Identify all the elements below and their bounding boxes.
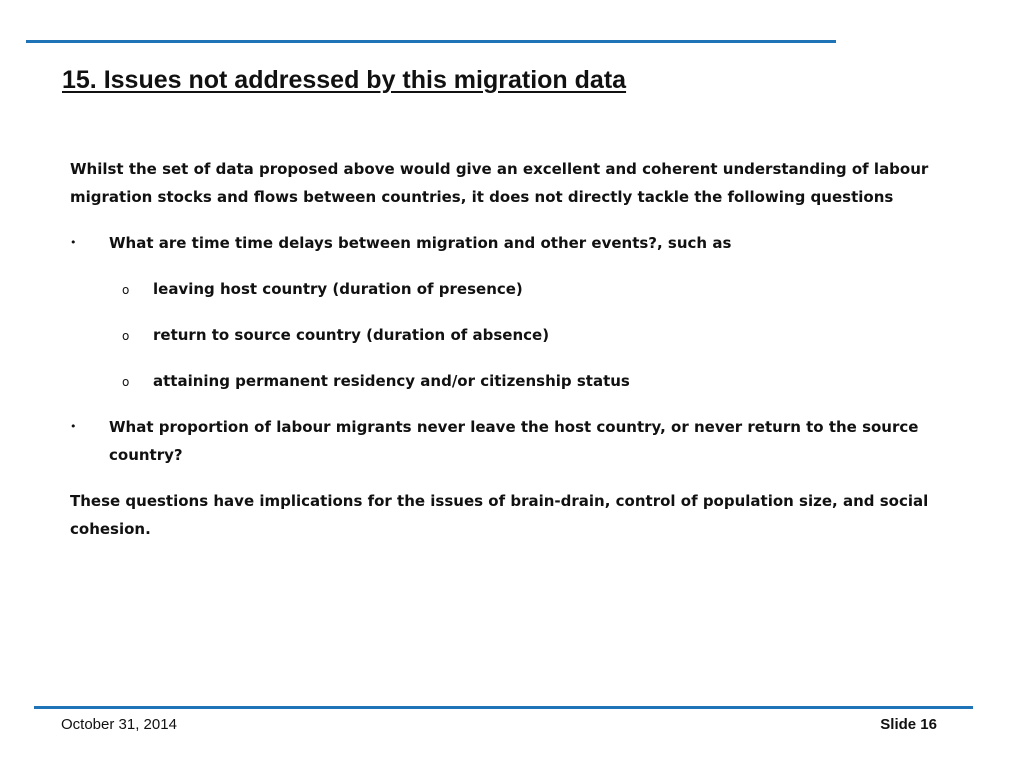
sub-bullet-text: return to source country (duration of absence) [153,326,550,344]
sub-bullet-item [70,321,930,349]
footer-date: October 31, 2014 [61,716,177,733]
bullet-item [70,229,930,257]
slide-title: 15. Issues not addressed by this migration data [62,66,627,94]
sub-bullet-text: attaining permanent residency and/or citizenship status [153,372,630,390]
bullet-text: What are time time delays between migration and other events?, such as [109,234,732,252]
bullet-text: What proportion of labour migrants never leave the host country, or never return to the source country? [109,418,919,464]
sub-bullet-text: leaving host country (duration of presence) [153,280,523,298]
slide-number: Slide 16 [880,716,937,733]
circle-bullet-icon: o [122,329,130,343]
bullet-item [70,413,930,469]
bullet-icon: • [70,420,77,433]
bottom-divider [34,706,973,709]
top-divider [26,40,836,43]
sub-bullet-item [70,275,930,303]
circle-bullet-icon: o [122,375,130,389]
bullet-icon: • [70,236,77,249]
circle-bullet-icon: o [122,283,130,297]
intro-paragraph: Whilst the set of data proposed above would give an excellent and coherent understanding of labour migration stocks and flows between countries, it does not directly tackle the following questions [70,160,929,206]
conclusion-paragraph: These questions have implications for the issues of brain-drain, control of population size, and social cohesion. [70,492,929,538]
sub-bullet-item [70,367,930,395]
slide-body [70,155,930,543]
